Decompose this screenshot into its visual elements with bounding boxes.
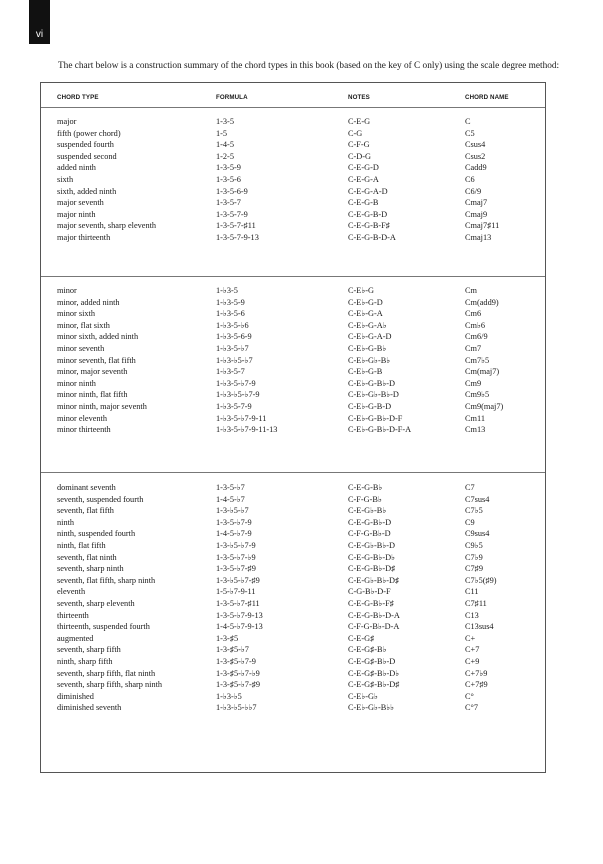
cell-formula: 1-♭3-5-♭7 [216,343,249,353]
cell-formula: 1-3-5-♭7 [216,483,245,492]
cell-chord-type: minor sixth, added ninth [57,332,139,342]
table-row [41,575,545,587]
table-row [41,151,545,163]
cell-notes: C-F-G-B♭-D-A [348,622,400,632]
cell-formula: 1-3-5-9 [216,163,241,173]
cell-chord-name: C7♯11 [465,598,487,608]
table-row [41,355,545,367]
cell-chord-name: Cm9 [465,378,482,388]
cell-chord-name: C5 [465,128,475,138]
cell-formula: 1-3-5-♭7-9-13 [216,610,263,620]
dominant-chords-section [41,482,545,714]
cell-formula: 1-♭3-5-6-9 [216,332,252,342]
cell-notes: C-G-B♭-D-F [348,587,391,597]
table-row [41,331,545,343]
cell-chord-name: Cm7 [465,343,482,353]
cell-chord-name: C+7 [465,645,480,655]
cell-notes: C-E♭-G♭ [348,691,378,701]
cell-formula: 1-3-♯5-♭7-♯9 [216,680,261,690]
cell-formula: 1-2-5 [216,151,234,161]
cell-chord-type: major seventh [57,198,104,208]
page-number-tab [29,0,50,44]
cell-notes: C-E♭-G [348,286,375,295]
cell-chord-type: seventh, flat fifth [57,506,114,516]
cell-notes: C-E♭-G-B-D [348,401,392,411]
cell-chord-name: Cm(maj7) [465,367,500,377]
cell-chord-type: seventh, sharp ninth [57,564,124,574]
cell-notes: C-E-G♯-B♭-D♯ [348,680,400,690]
cell-notes: C-E-G-D [348,163,379,173]
cell-chord-name: Cm13 [465,425,486,435]
cell-notes: C-E-G-B-D [348,209,388,219]
table-row [41,378,545,390]
cell-chord-name: C [465,117,471,126]
cell-chord-name: C7♭5 [465,506,483,516]
cell-chord-type: diminished seventh [57,703,122,713]
cell-formula: 1-5-♭7-9-11 [216,587,256,597]
cell-chord-type: added ninth [57,163,96,173]
cell-chord-type: minor, major seventh [57,367,128,377]
cell-chord-name: Cm7♭5 [465,355,490,365]
cell-chord-type: ninth, flat fifth [57,540,106,550]
cell-chord-type: thirteenth [57,610,89,620]
cell-notes: C-F-G-B♭ [348,494,382,504]
cell-notes: C-G [348,128,363,138]
cell-notes: C-E-G [348,117,371,126]
cell-notes: C-E-G-B [348,198,379,208]
table-row [41,128,545,140]
cell-notes: C-D-G [348,151,372,161]
table-row [41,413,545,425]
cell-formula: 1-♭3-5-6 [216,309,245,319]
cell-notes: C-E-G♯-B♭-D♭ [348,668,400,678]
cell-formula: 1-3-5-7-9-13 [216,232,259,242]
cell-formula: 1-3-5-7-♯11 [216,221,256,231]
table-row [41,220,545,232]
cell-chord-name: Cmaj9 [465,209,488,219]
table-row [41,656,545,668]
cell-notes: C-F-G-B♭-D [348,529,391,539]
cell-chord-type: eleventh [57,587,86,597]
cell-notes: C-E-G-B-D-A [348,232,396,242]
cell-chord-type: diminished [57,691,94,701]
cell-chord-name: C9♭5 [465,540,483,550]
table-row [41,621,545,633]
table-row [41,343,545,355]
cell-notes: C-E-G-B♭-D [348,517,392,527]
table-row [41,552,545,564]
cell-chord-type: sixth [57,174,74,184]
cell-chord-name: C9 [465,517,475,527]
cell-chord-name: C7♯9 [465,564,483,574]
cell-chord-name: Cm(add9) [465,297,499,307]
table-row [41,691,545,703]
cell-formula: 1-3-5-♭7-♭9 [216,552,256,562]
cell-notes: C-E♭-G-B [348,367,383,377]
header-formula: FORMULA [216,94,248,101]
cell-notes: C-E♭-G-B♭-D [348,378,395,388]
cell-chord-type: minor, added ninth [57,297,120,307]
cell-chord-name: C7♭9 [465,552,483,562]
cell-notes: C-E♭-G♭-B♭♭ [348,703,395,713]
cell-formula: 1-3-5-6 [216,174,241,184]
table-row [41,389,545,401]
cell-notes: C-E-G♯-B♭ [348,645,387,655]
table-row [41,139,545,151]
cell-chord-type: seventh, sharp fifth, sharp ninth [57,680,163,690]
cell-notes: C-E♭-G-A [348,309,383,319]
table-row [41,598,545,610]
major-chords-section [41,116,545,244]
cell-chord-type: major [57,117,77,126]
cell-notes: C-E-G-A-D [348,186,388,196]
cell-formula: 1-5 [216,128,228,138]
cell-chord-name: Cmaj13 [465,232,492,242]
table-row [41,366,545,378]
header-chord-type: CHORD TYPE [57,94,99,101]
cell-formula: 1-4-5-♭7 [216,494,245,504]
table-row [41,186,545,198]
cell-formula: 1-♭3-♭5 [216,691,242,701]
cell-notes: C-E♭-G-B♭ [348,343,387,353]
cell-formula: 1-3-♯5-♭7-9 [216,656,256,666]
cell-chord-type: minor [57,286,77,295]
cell-notes: C-E-G♯-B♭-D [348,656,396,666]
cell-chord-name: C°7 [465,703,479,713]
cell-chord-name: Cmaj7 [465,198,488,208]
section-divider [41,276,545,277]
table-row [41,209,545,221]
cell-formula: 1-♭3-5-♭7-9-11-13 [216,425,278,435]
table-row [41,401,545,413]
table-row [41,679,545,691]
cell-chord-type: suspended second [57,151,117,161]
cell-chord-name: C6 [465,174,475,184]
cell-chord-type: major ninth [57,209,96,219]
cell-chord-type: sixth, added ninth [57,186,117,196]
chord-chart-table [40,82,546,773]
cell-chord-name: Cm♭6 [465,320,486,330]
cell-notes: C-E-G♭-B♭-D♯ [348,575,400,585]
cell-chord-name: C+9 [465,656,480,666]
table-row [41,702,545,714]
cell-chord-name: C° [465,691,474,701]
cell-chord-type: seventh, sharp fifth, flat ninth [57,668,156,678]
cell-chord-type: major thirteenth [57,232,111,242]
cell-chord-name: C9sus4 [465,529,490,539]
table-row [41,528,545,540]
cell-formula: 1-3-5-♭7-9 [216,517,252,527]
cell-formula: 1-♭3-5-7 [216,367,245,377]
cell-formula: 1-4-5 [216,140,234,150]
cell-notes: C-E-G-B-F♯ [348,221,390,231]
cell-notes: C-F-G [348,140,370,150]
table-header-row [41,94,545,106]
cell-formula: 1-3-5-7 [216,198,241,208]
cell-chord-type: seventh, sharp fifth [57,645,121,655]
cell-formula: 1-♭3-♭5-♭♭7 [216,703,257,713]
table-row [41,610,545,622]
table-row [41,494,545,506]
minor-chords-section [41,285,545,436]
header-divider [41,107,545,108]
cell-chord-name: Cm6/9 [465,332,488,342]
table-row [41,297,545,309]
cell-chord-name: Cmaj7♯11 [465,221,500,231]
cell-formula: 1-3-5-♭7-♯9 [216,564,256,574]
cell-formula: 1-♭3-5-9 [216,297,245,307]
cell-notes: C-E-G-B♭ [348,483,383,492]
cell-formula: 1-4-5-♭7-9-13 [216,622,263,632]
cell-formula: 1-3-♯5 [216,633,239,643]
cell-chord-name: C6/9 [465,186,482,196]
cell-chord-type: seventh, sharp eleventh [57,598,135,608]
cell-formula: 1-♭3-♭5-♭7-9 [216,390,260,400]
cell-chord-type: minor ninth, major seventh [57,401,147,411]
cell-formula: 1-3-♯5-♭7 [216,645,249,655]
cell-chord-name: C7♭5(♯9) [465,575,497,585]
cell-formula: 1-3-♯5-♭7-♭9 [216,668,260,678]
cell-formula: 1-3-♭5-♭7-9 [216,540,256,550]
cell-chord-type: minor eleventh [57,413,107,423]
cell-notes: C-E♭-G♭-B♭-D [348,390,399,400]
cell-chord-type: fifth (power chord) [57,128,121,138]
cell-formula: 1-♭3-♭5-♭7 [216,355,253,365]
cell-chord-type: minor, flat sixth [57,320,110,330]
cell-notes: C-E♭-G-A-D [348,332,392,342]
cell-chord-type: minor thirteenth [57,425,111,435]
cell-chord-name: C+ [465,633,476,643]
header-chord-name: CHORD NAME [465,94,509,101]
cell-formula: 1-♭3-5-♭6 [216,320,249,330]
cell-chord-type: ninth, suspended fourth [57,529,136,539]
cell-formula: 1-♭3-5-♭7-9 [216,378,256,388]
cell-chord-type: augmented [57,633,94,643]
cell-formula: 1-♭3-5-7-9 [216,401,252,411]
cell-chord-type: thirteenth, suspended fourth [57,622,150,632]
cell-chord-type: seventh, flat ninth [57,552,117,562]
table-row [41,308,545,320]
table-row [41,482,545,494]
cell-chord-type: minor seventh [57,343,105,353]
cell-chord-type: dominant seventh [57,483,116,492]
cell-formula: 1-4-5-♭7-9 [216,529,252,539]
cell-formula: 1-3-5-7-9 [216,209,248,219]
cell-formula: 1-3-5-♭7-♯11 [216,598,260,608]
table-row [41,633,545,645]
table-row [41,563,545,575]
cell-chord-name: Csus4 [465,140,486,150]
cell-notes: C-E-G-B♭-D♯ [348,564,396,574]
cell-chord-name: Cadd9 [465,163,487,173]
table-row [41,505,545,517]
cell-formula: 1-3-♭5-♭7-♯9 [216,575,260,585]
cell-notes: C-E-G-B♭-D-A [348,610,400,620]
cell-chord-type: ninth, sharp fifth [57,656,113,666]
cell-chord-type: ninth [57,517,75,527]
table-row [41,162,545,174]
cell-chord-type: seventh, flat fifth, sharp ninth [57,575,156,585]
cell-chord-name: Csus2 [465,151,486,161]
cell-notes: C-E-G♭-B♭-D [348,540,395,550]
cell-chord-name: C+7♭9 [465,668,488,678]
cell-notes: C-E♭-G♭-B♭ [348,355,391,365]
cell-chord-type: minor ninth [57,378,96,388]
cell-chord-type: suspended fourth [57,140,114,150]
header-notes: NOTES [348,94,370,101]
cell-chord-name: Cm6 [465,309,482,319]
intro-text: The chart below is a construction summary of the chord types in this book (based on the key of C only) using the scale degree method: [58,61,560,71]
table-row [41,197,545,209]
cell-chord-name: Cm [465,286,477,295]
cell-chord-name: C7 [465,483,475,492]
cell-formula: 1-3-5 [216,117,234,126]
cell-formula: 1-3-5-6-9 [216,186,248,196]
cell-notes: C-E-G-B♭-D♭ [348,552,395,562]
cell-formula: 1-3-♭5-♭7 [216,506,249,516]
cell-formula: 1-♭3-5 [216,286,238,295]
table-row [41,540,545,552]
cell-chord-type: minor seventh, flat fifth [57,355,136,365]
cell-chord-type: major seventh, sharp eleventh [57,221,157,231]
cell-notes: C-E♭-G-A♭ [348,320,387,330]
table-row [41,517,545,529]
section-divider [41,472,545,473]
table-row [41,668,545,680]
cell-chord-name: C11 [465,587,479,597]
cell-chord-type: seventh, suspended fourth [57,494,144,504]
table-row [41,174,545,186]
cell-notes: C-E-G-A [348,174,379,184]
cell-notes: C-E-G♭-B♭ [348,506,387,516]
table-row [41,586,545,598]
cell-chord-name: Cm9♭5 [465,390,490,400]
cell-chord-name: C13 [465,610,479,620]
cell-chord-type: minor ninth, flat fifth [57,390,128,400]
cell-notes: C-E♭-G-B♭-D-F [348,413,403,423]
table-row [41,320,545,332]
cell-chord-name: C13sus4 [465,622,494,632]
table-row [41,644,545,656]
page-number: vi [35,29,44,40]
table-row [41,285,545,297]
cell-chord-type: minor sixth [57,309,96,319]
cell-formula: 1-♭3-5-♭7-9-11 [216,413,267,423]
table-row [41,232,545,244]
cell-notes: C-E♭-G-D [348,297,383,307]
cell-notes: C-E♭-G-B♭-D-F-A [348,425,412,435]
table-row [41,424,545,436]
cell-notes: C-E-G♯ [348,633,375,643]
cell-chord-name: C+7♯9 [465,680,488,690]
cell-chord-name: Cm9(maj7) [465,401,504,411]
table-row [41,116,545,128]
cell-notes: C-E-G-B♭-F♯ [348,598,394,608]
cell-chord-name: C7sus4 [465,494,490,504]
cell-chord-name: Cm11 [465,413,485,423]
